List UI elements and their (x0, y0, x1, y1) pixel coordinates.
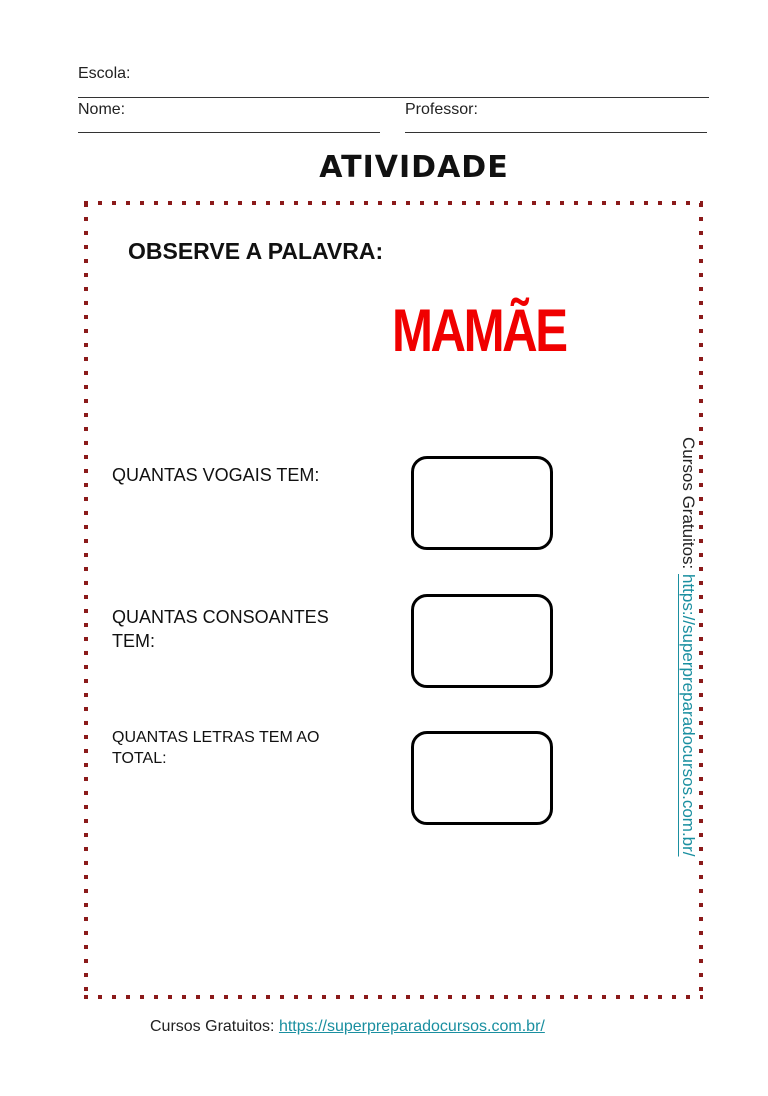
answer-box-consonants[interactable] (411, 594, 553, 688)
target-word: MAMÃE (392, 297, 566, 364)
teacher-label: Professor: (405, 101, 478, 118)
question-total: QUANTAS LETRAS TEM AO TOTAL: (112, 729, 320, 767)
side-note (678, 437, 698, 857)
answer-box-vowels[interactable] (411, 456, 553, 550)
side-note-link[interactable]: https://superpreparadocursos.com.br/ (679, 574, 698, 857)
school-label: Escola: (78, 65, 131, 82)
footer (150, 1018, 545, 1036)
question-vowels: QUANTAS VOGAIS TEM: (112, 465, 320, 485)
page-title: ATIVIDADE (319, 150, 509, 185)
side-note-prefix: Cursos Gratuitos: (679, 437, 698, 574)
footer-prefix: Cursos Gratuitos: (150, 1018, 279, 1035)
instruction: OBSERVE A PALAVRA: (128, 238, 384, 264)
answer-box-total[interactable] (411, 731, 553, 825)
name-label: Nome: (78, 101, 126, 118)
question-consonants: QUANTAS CONSOANTES TEM: (112, 607, 329, 651)
footer-link[interactable]: https://superpreparadocursos.com.br/ (278, 1018, 545, 1035)
